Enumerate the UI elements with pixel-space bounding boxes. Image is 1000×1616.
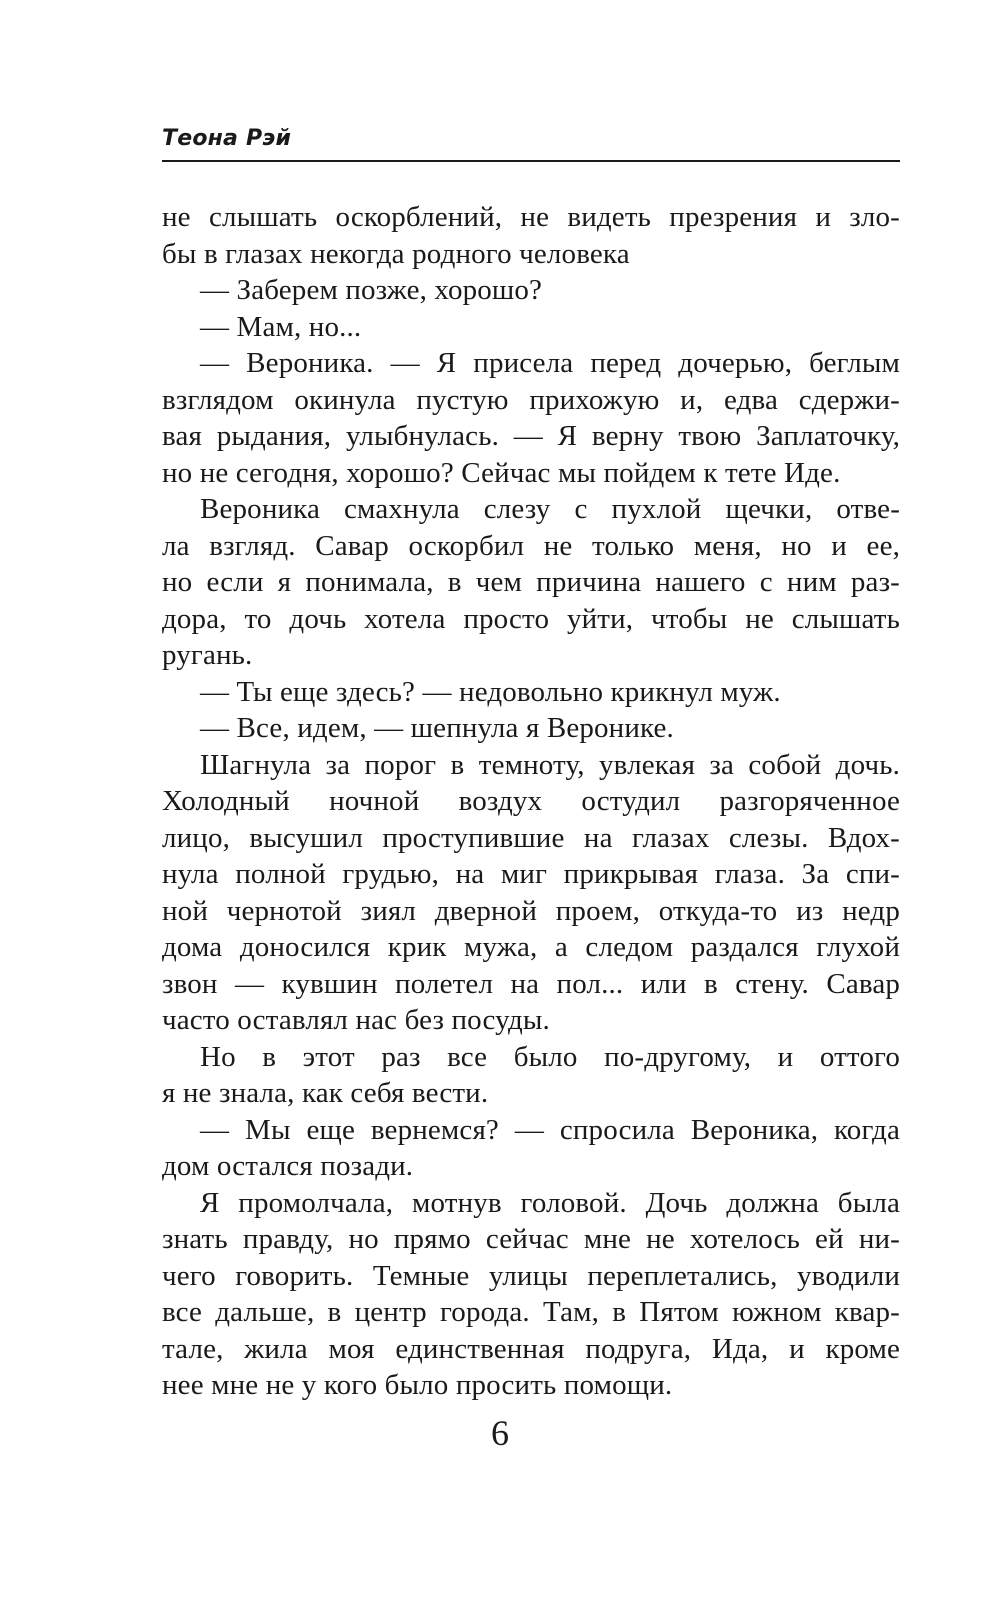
body-text — [162, 199, 900, 1404]
text-line: вая рыдания, улыбнулась. — Я верну твою Заплаточку, — [162, 420, 900, 452]
text-line: знать правду, но прямо сейчас мне не хотелось ей ни- — [162, 1223, 900, 1255]
text-line: все дальше, в центр города. Там, в Пятом южном квар- — [162, 1296, 900, 1328]
text-line: но не сегодня, хорошо? Сейчас мы пойдем к тете Иде. — [162, 456, 841, 489]
text-line: звон — кувшин полетел на пол... или в стену. Савар — [162, 967, 900, 1000]
text-line: Но в этот раз все было по-другому, и оттого — [200, 1040, 900, 1073]
text-line: чего говорить. Темные улицы переплетались, уводили — [162, 1259, 900, 1292]
text-line: — Мам, но... — [200, 310, 362, 343]
text-line: ной чернотой зиял дверной проем, откуда-то из недр — [162, 894, 900, 927]
text-line: — Заберем позже, хорошо? — [200, 274, 543, 306]
text-line: дора, то дочь хотела просто уйти, чтобы не слышать — [162, 602, 900, 635]
text-line: дома доносился крик мужа, а следом раздался глухой — [162, 931, 900, 963]
text-line: но если я понимала, в чем причина нашего с ним раз- — [162, 566, 900, 598]
text-line: лицо, высушил проступившие на глазах слезы. Вдох- — [162, 821, 900, 854]
text-line: — Все, идем, — шепнула я Веронике. — [200, 712, 674, 744]
page-number: 6 — [491, 1413, 509, 1453]
text-line: бы в глазах некогда родного человека — [162, 237, 630, 270]
text-line: Вероника смахнула слезу с пухлой щечки, отве- — [200, 493, 900, 525]
header-rule — [162, 160, 900, 162]
text-line: часто оставлял нас без посуды. — [162, 1004, 550, 1036]
text-line: взглядом окинула пустую прихожую и, едва сдержи- — [162, 383, 900, 416]
text-line: Я промолчала, мотнув головой. Дочь должна была — [200, 1186, 900, 1219]
text-line: тале, жила моя единственная подруга, Ида, и кроме — [162, 1332, 900, 1365]
text-line: ругань. — [162, 639, 253, 671]
text-line: не слышать оскорблений, не видеть презрения и зло- — [162, 201, 900, 233]
text-line: я не знала, как себя вести. — [162, 1077, 489, 1109]
author-name: Теона Рэй — [162, 126, 292, 151]
text-line: — Ты еще здесь? — недовольно крикнул муж. — [200, 675, 781, 708]
text-line: ла взгляд. Савар оскорбил не только меня, но и ее, — [162, 529, 900, 562]
text-line: — Мы еще вернемся? — спросила Вероника, когда — [200, 1113, 900, 1146]
text-line: нее мне не у кого было просить помощи. — [162, 1369, 673, 1401]
text-line: Шагнула за порог в темноту, увлекая за собой дочь. — [200, 748, 900, 781]
text-line: нула полной грудью, на миг прикрывая глаза. За спи- — [162, 858, 900, 890]
text-line: Холодный ночной воздух остудил разгоряченное — [162, 785, 900, 817]
text-line: дом остался позади. — [162, 1150, 414, 1182]
running-header — [162, 126, 900, 162]
text-line: — Вероника. — Я присела перед дочерью, беглым — [200, 347, 900, 379]
